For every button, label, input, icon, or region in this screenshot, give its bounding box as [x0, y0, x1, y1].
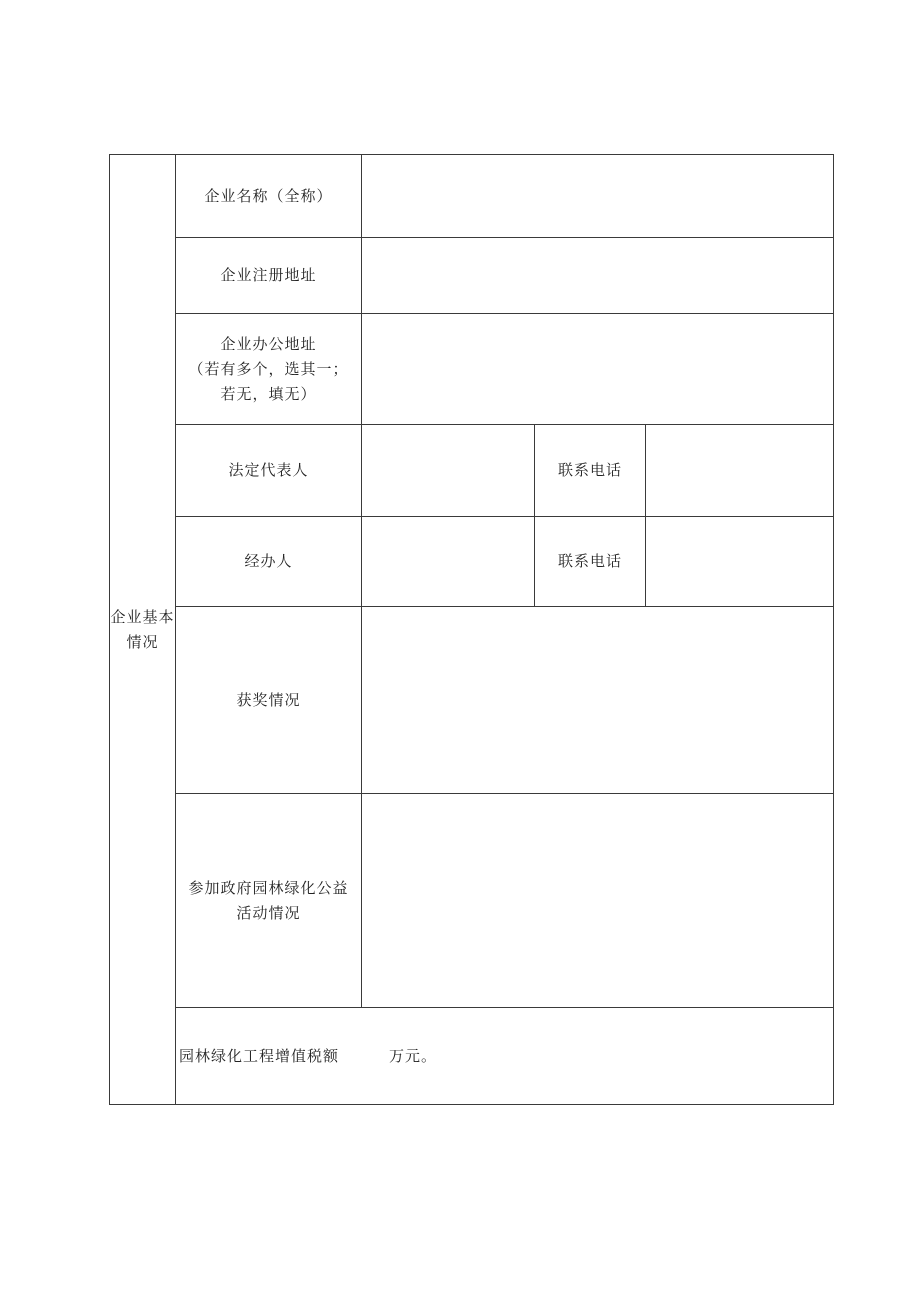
enterprise-info-form — [109, 154, 834, 1105]
legal-rep-field[interactable] — [362, 425, 535, 517]
vat-unit: 万元。 — [389, 1046, 438, 1065]
company-name-label — [176, 155, 362, 238]
public-activities-label-line-1: 参加政府园林绿化公益 — [188, 878, 349, 897]
awards-label — [176, 607, 362, 794]
row-awards — [110, 607, 834, 794]
public-activities-label — [176, 794, 362, 1008]
row-company-name — [110, 155, 834, 238]
row-vat — [110, 1008, 834, 1105]
office-address-label — [176, 314, 362, 425]
company-name-field[interactable] — [362, 155, 834, 238]
handler-phone-label-text: 联系电话 — [557, 552, 622, 570]
row-public-activities — [110, 794, 834, 1008]
office-address-label-line-3: 若无，填无） — [220, 384, 317, 403]
office-address-label-line-1: 企业办公地址 — [220, 334, 317, 353]
registered-address-label-text: 企业注册地址 — [220, 266, 317, 284]
handler-phone-field[interactable] — [646, 517, 834, 607]
handler-phone-label — [535, 517, 646, 607]
public-activities-field[interactable] — [362, 794, 834, 1008]
registered-address-label — [176, 238, 362, 314]
office-address-label-line-2: （若有多个，选其一； — [188, 359, 349, 378]
handler-field[interactable] — [362, 517, 535, 607]
legal-rep-phone-label — [535, 425, 646, 517]
handler-label-text: 经办人 — [244, 552, 293, 570]
row-registered-address — [110, 238, 834, 314]
vat-label: 园林绿化工程增值税额 — [179, 1046, 340, 1065]
awards-field[interactable] — [362, 607, 834, 794]
legal-rep-label — [176, 425, 362, 517]
row-handler — [110, 517, 834, 607]
legal-rep-phone-label-text: 联系电话 — [557, 461, 622, 479]
section-label — [110, 155, 176, 1105]
legal-rep-phone-field[interactable] — [646, 425, 834, 517]
handler-label — [176, 517, 362, 607]
row-office-address — [110, 314, 834, 425]
registered-address-field[interactable] — [362, 238, 834, 314]
row-legal-rep — [110, 425, 834, 517]
section-label-text: 企业基本情况 — [110, 607, 175, 651]
vat-cell — [176, 1008, 834, 1105]
public-activities-label-line-2: 活动情况 — [236, 903, 301, 922]
awards-label-text: 获奖情况 — [236, 690, 301, 709]
company-name-label-text: 企业名称（全称） — [204, 186, 333, 205]
legal-rep-label-text: 法定代表人 — [228, 461, 309, 479]
office-address-field[interactable] — [362, 314, 834, 425]
